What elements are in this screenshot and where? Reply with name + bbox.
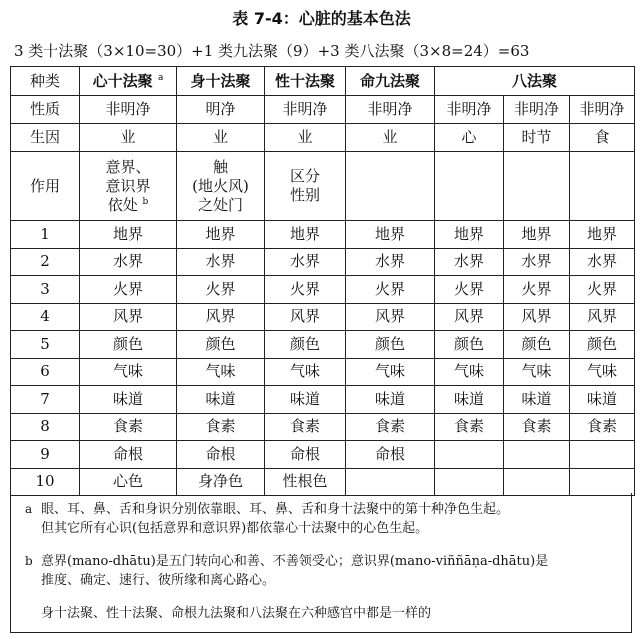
table-cell: 地界 (80, 221, 177, 249)
table-cell: 火界 (80, 276, 177, 304)
footnote-b (25, 552, 625, 590)
table-cell: 水界 (265, 248, 346, 276)
table-cell: 风界 (570, 303, 635, 331)
table-cell: 颜色 (80, 331, 177, 359)
header-heart-decad (80, 67, 177, 96)
function-line: 性别 (289, 186, 320, 204)
footnote-marker-b: b (142, 196, 149, 207)
table-row (11, 276, 635, 304)
table-row (11, 386, 635, 414)
table-cell: 气味 (504, 358, 570, 386)
table-cell: 食素 (346, 413, 435, 441)
table-cell: 地界 (570, 221, 635, 249)
table-cell: 风界 (265, 303, 346, 331)
row-number: 9 (11, 441, 80, 469)
row-number: 5 (11, 331, 80, 359)
table-cell (504, 468, 570, 496)
footnote-a (25, 500, 625, 538)
table-cell: 风界 (504, 303, 570, 331)
row-number: 4 (11, 303, 80, 331)
header-life-nonad: 命九法聚 (346, 67, 435, 96)
table-cell: 味道 (435, 386, 504, 414)
table-cell: 地界 (435, 221, 504, 249)
table-cell (570, 441, 635, 469)
table-cell: 地界 (265, 221, 346, 249)
footnote-a-line: 但其它所有心识(包括意界和意识界)都依靠心十法聚中的心色生起。 (41, 521, 429, 536)
row-number: 3 (11, 276, 80, 304)
table-cell: 食素 (570, 413, 635, 441)
table-row (11, 248, 635, 276)
property-row (11, 96, 635, 124)
footnote-extra (25, 604, 625, 623)
header-sex-decad: 性十法聚 (265, 67, 346, 96)
footnote-b-line: 推度、确定、速行、彼所缘和离心路心。 (41, 573, 276, 588)
table-cell: 水界 (435, 248, 504, 276)
table-cell: 水界 (177, 248, 265, 276)
table-title: 表 7-4：心脏的基本色法 (232, 9, 411, 28)
table-cell: 命根 (265, 441, 346, 469)
cause-cell: 业 (80, 124, 177, 152)
function-line (80, 196, 176, 215)
footnote-extra-line: 身十法聚、性十法聚、命根九法聚和八法聚在六种感官中都是一样的 (41, 606, 432, 621)
function-line: 意界、 (105, 157, 151, 176)
table-cell: 火界 (504, 276, 570, 304)
row-number: 1 (11, 221, 80, 249)
row-number: 6 (11, 358, 80, 386)
table-cell: 味道 (80, 386, 177, 414)
table-cell: 水界 (346, 248, 435, 276)
data-rows (11, 221, 635, 496)
property-cell: 非明净 (80, 96, 177, 124)
table-cell: 气味 (346, 358, 435, 386)
function-cell-empty (504, 152, 570, 221)
header-row (11, 67, 635, 96)
table-cell: 食素 (504, 413, 570, 441)
table-cell (346, 468, 435, 496)
table-cell: 味道 (504, 386, 570, 414)
table-cell: 火界 (177, 276, 265, 304)
table-subtitle: 3 类十法聚（3×10=30）+1 类九法聚（9）+3 类八法聚（3×8=24）=63 (14, 42, 530, 60)
table-row (11, 468, 635, 496)
table-row (11, 441, 635, 469)
table-cell: 食素 (265, 413, 346, 441)
table-cell (570, 468, 635, 496)
table-cell (504, 441, 570, 469)
cause-cell: 业 (346, 124, 435, 152)
table-cell: 性根色 (265, 468, 346, 496)
footnote-b-marker: b (25, 554, 33, 568)
property-cell: 非明净 (265, 96, 346, 124)
row-number: 7 (11, 386, 80, 414)
row-number: 10 (11, 468, 80, 496)
header-heart-decad-label: 心十法聚 (92, 71, 153, 90)
table-cell (435, 441, 504, 469)
property-label: 性质 (11, 96, 80, 124)
table-row (11, 358, 635, 386)
table-cell: 味道 (346, 386, 435, 414)
table-cell: 命根 (346, 441, 435, 469)
cause-row (11, 124, 635, 152)
header-kind: 种类 (11, 67, 80, 96)
table-row (11, 303, 635, 331)
table-cell: 食素 (435, 413, 504, 441)
footnote-b-line: 意界(mano-dhātu)是五门转向心和善、不善领受心；意识界(mano-viññāṇa-dhātu)是 (41, 554, 549, 569)
table-cell: 火界 (435, 276, 504, 304)
table-cell: 食素 (177, 413, 265, 441)
function-cell-body (177, 152, 265, 221)
table-row (11, 413, 635, 441)
function-line: (地火风) (192, 176, 249, 195)
table-cell: 味道 (570, 386, 635, 414)
table-cell: 地界 (504, 221, 570, 249)
table-cell: 颜色 (346, 331, 435, 359)
cause-cell: 心 (435, 124, 504, 152)
table-cell: 气味 (177, 358, 265, 386)
table-row (11, 331, 635, 359)
cause-cell: 业 (265, 124, 346, 152)
table-cell: 水界 (80, 248, 177, 276)
function-label: 作用 (11, 152, 80, 221)
table-cell: 火界 (265, 276, 346, 304)
table-cell: 风界 (80, 303, 177, 331)
table-cell: 颜色 (570, 331, 635, 359)
table-cell: 气味 (435, 358, 504, 386)
footnotes (10, 493, 632, 633)
header-body-decad: 身十法聚 (177, 67, 265, 96)
cause-label: 生因 (11, 124, 80, 152)
color-matter-table (10, 66, 635, 496)
table-cell: 水界 (504, 248, 570, 276)
function-cell-empty (346, 152, 435, 221)
function-line: 区分 (289, 167, 320, 185)
table-cell: 命根 (80, 441, 177, 469)
table-cell: 地界 (177, 221, 265, 249)
table-cell: 火界 (570, 276, 635, 304)
function-cell-empty (435, 152, 504, 221)
function-line-text: 依处 (107, 195, 138, 214)
table-cell (435, 468, 504, 496)
table-cell: 心色 (80, 468, 177, 496)
table-cell: 气味 (570, 358, 635, 386)
table-cell: 命根 (177, 441, 265, 469)
table-cell: 颜色 (265, 331, 346, 359)
cause-cell: 时节 (504, 124, 570, 152)
function-line: 之处门 (197, 195, 243, 214)
property-cell: 明净 (177, 96, 265, 124)
table-cell: 火界 (346, 276, 435, 304)
function-row (11, 152, 635, 221)
header-octad: 八法聚 (435, 67, 635, 96)
table-cell: 颜色 (504, 331, 570, 359)
table-cell: 地界 (346, 221, 435, 249)
table-cell: 味道 (265, 386, 346, 414)
table-cell: 水界 (570, 248, 635, 276)
property-cell: 非明净 (570, 96, 635, 124)
property-cell: 非明净 (346, 96, 435, 124)
cause-cell: 业 (177, 124, 265, 152)
footnote-a-marker: a (25, 502, 33, 516)
row-number: 8 (11, 413, 80, 441)
property-cell: 非明净 (504, 96, 570, 124)
cause-cell: 食 (570, 124, 635, 152)
table-cell: 食素 (80, 413, 177, 441)
table-cell: 颜色 (435, 331, 504, 359)
function-cell-empty (570, 152, 635, 221)
table-cell: 风界 (177, 303, 265, 331)
table-cell: 颜色 (177, 331, 265, 359)
function-line: 触 (212, 157, 228, 176)
footnote-a-line: 眼、耳、鼻、舌和身识分别依靠眼、耳、鼻、舌和身十法聚中的第十种净色生起。 (41, 502, 510, 517)
table-cell: 味道 (177, 386, 265, 414)
table-cell: 身净色 (177, 468, 265, 496)
function-cell-sex (265, 152, 346, 221)
table-cell: 气味 (265, 358, 346, 386)
table-cell: 风界 (346, 303, 435, 331)
footnote-marker-a: a (157, 72, 164, 83)
property-cell: 非明净 (435, 96, 504, 124)
table-row (11, 221, 635, 249)
function-cell-heart (80, 152, 177, 221)
table-cell: 气味 (80, 358, 177, 386)
row-number: 2 (11, 248, 80, 276)
table-cell: 风界 (435, 303, 504, 331)
function-line: 意识界 (105, 176, 151, 195)
